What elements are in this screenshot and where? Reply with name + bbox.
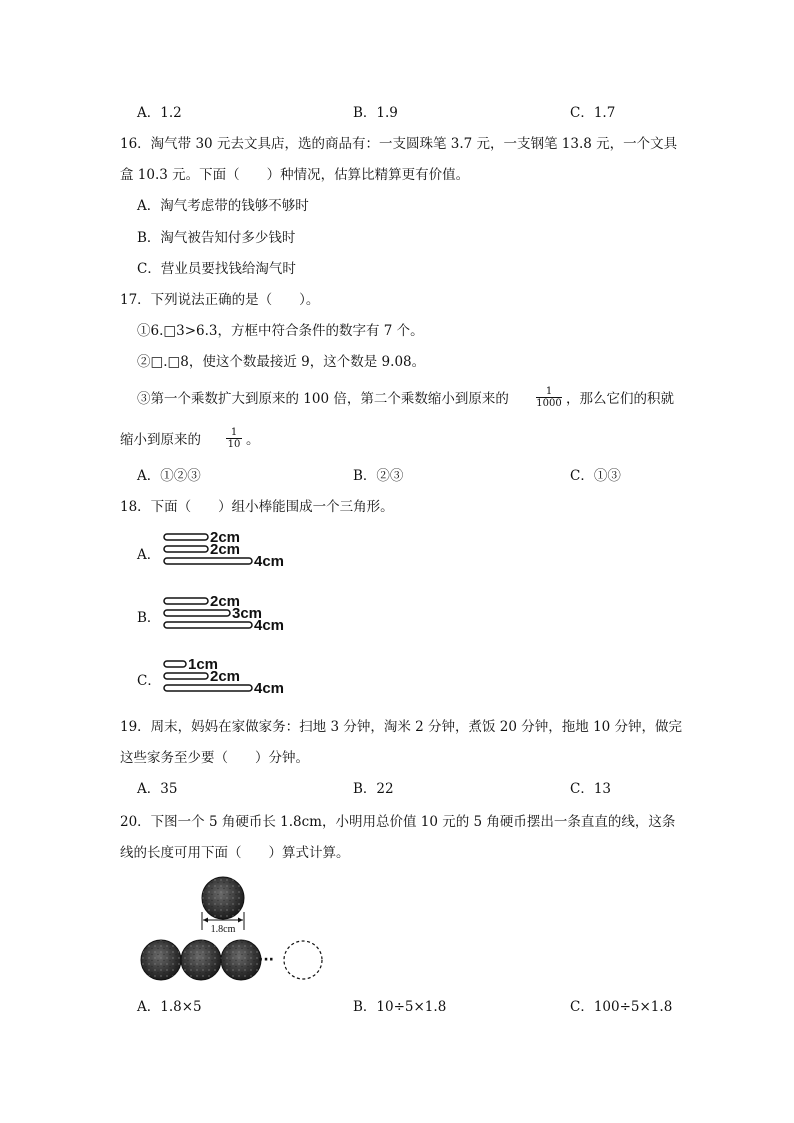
q19-option-c[interactable]: C．13 — [570, 781, 612, 797]
q17-option-a[interactable]: A．①②③ — [137, 468, 201, 484]
q18-sticks-figure — [160, 528, 340, 698]
stick-label: 3cm — [232, 605, 263, 622]
fraction-numerator: 1 — [536, 386, 562, 398]
coin-icon — [141, 940, 181, 980]
dashed-coin-placeholder — [284, 941, 322, 979]
stick-label: 4cm — [254, 553, 285, 570]
stick-c-1 — [164, 661, 186, 667]
stick-label: 2cm — [210, 668, 241, 685]
q20-stem-line2: 线的长度可用下面（ ）算式计算。 — [120, 845, 350, 861]
stick-c-2 — [164, 673, 208, 679]
q20-coins-figure — [135, 872, 335, 982]
q17-option-c[interactable]: C．①③ — [570, 468, 621, 484]
stick-label: 2cm — [210, 593, 241, 610]
q19-stem-line1: 19．周末，妈妈在家做家务：扫地 3 分钟，淘米 2 分钟，煮饭 20 分钟，拖地 10 分钟，做完 — [120, 719, 683, 735]
q15-option-c[interactable]: C．1.7 — [570, 105, 616, 121]
q19-option-b[interactable]: B．22 — [353, 781, 394, 797]
fraction-denominator: 1000 — [536, 398, 562, 409]
coin-diameter-label: 1.8cm — [210, 924, 236, 935]
stick-b-3 — [164, 622, 252, 628]
stick-label: 2cm — [210, 529, 241, 546]
fraction-denominator: 10 — [227, 439, 241, 450]
coin-icon — [202, 877, 244, 919]
q20-option-c[interactable]: C．100÷5×1.8 — [570, 999, 673, 1015]
q17-statement-1: ①6.□3>6.3，方框中符合条件的数字有 7 个。 — [137, 323, 424, 339]
q19-stem-line2: 这些家务至少要（ ）分钟。 — [120, 750, 309, 766]
q15-option-a[interactable]: A．1.2 — [137, 105, 182, 121]
stick-b-2 — [164, 610, 230, 616]
q16-stem-line1: 16．淘气带 30 元去文具店，选的商品有：一支圆珠笔 3.7 元，一支钢笔 13.8 元，一个文具 — [120, 136, 678, 152]
stick-a-2 — [164, 546, 208, 552]
q17-option-b[interactable]: B．②③ — [353, 468, 404, 484]
q15-option-b[interactable]: B．1.9 — [353, 105, 398, 121]
q17-fraction-1-10 — [226, 427, 242, 450]
q20-stem-line1: 20．下图一个 5 角硬币长 1.8cm，小明用总价值 10 元的 5 角硬币摆出一条直直的线，这条 — [120, 814, 676, 830]
q17-fraction-1-1000 — [536, 386, 562, 409]
q20-option-a[interactable]: A．1.8×5 — [137, 999, 202, 1015]
q16-stem-line2: 盒 10.3 元。下面（ ）种情况，估算比精算更有价值。 — [120, 167, 470, 183]
q16-option-c[interactable]: C．营业员要找钱给淘气时 — [137, 261, 296, 277]
ellipsis-dots: ··· — [258, 952, 274, 968]
stick-label: 2cm — [210, 541, 241, 558]
q17-stem: 17．下列说法正确的是（ ）。 — [120, 292, 320, 308]
q17-statement-2: ②□.□8，使这个数最接近 9，这个数是 9.08。 — [137, 354, 426, 370]
stick-a-1 — [164, 534, 208, 540]
q16-option-a[interactable]: A．淘气考虑带的钱够不够时 — [137, 198, 309, 214]
stick-label: 4cm — [254, 680, 285, 697]
fraction-numerator: 1 — [226, 427, 242, 439]
q17-statement-3c: 缩小到原来的 — [120, 432, 201, 448]
stick-b-1 — [164, 598, 208, 604]
q18-option-b[interactable]: B． — [137, 610, 161, 626]
q18-option-a[interactable]: A． — [137, 547, 161, 563]
stick-label: 1cm — [188, 656, 219, 673]
stick-c-3 — [164, 685, 252, 691]
q17-statement-3b: ，那么它们的积就 — [566, 391, 674, 407]
q17-statement-3a: ③第一个乘数扩大到原来的 100 倍，第二个乘数缩小到原来的 — [137, 391, 509, 407]
stick-a-3 — [164, 558, 252, 564]
q18-stem: 18．下面（ ）组小棒能围成一个三角形。 — [120, 499, 394, 515]
q19-option-a[interactable]: A．35 — [137, 781, 178, 797]
q17-statement-3d: 。 — [246, 432, 260, 448]
q16-option-b[interactable]: B．淘气被告知付多少钱时 — [137, 230, 296, 246]
q20-option-b[interactable]: B．10÷5×1.8 — [353, 999, 447, 1015]
q18-option-c[interactable]: C． — [137, 673, 161, 689]
coin-icon — [221, 940, 261, 980]
stick-label: 4cm — [254, 617, 285, 634]
coin-icon — [181, 940, 221, 980]
